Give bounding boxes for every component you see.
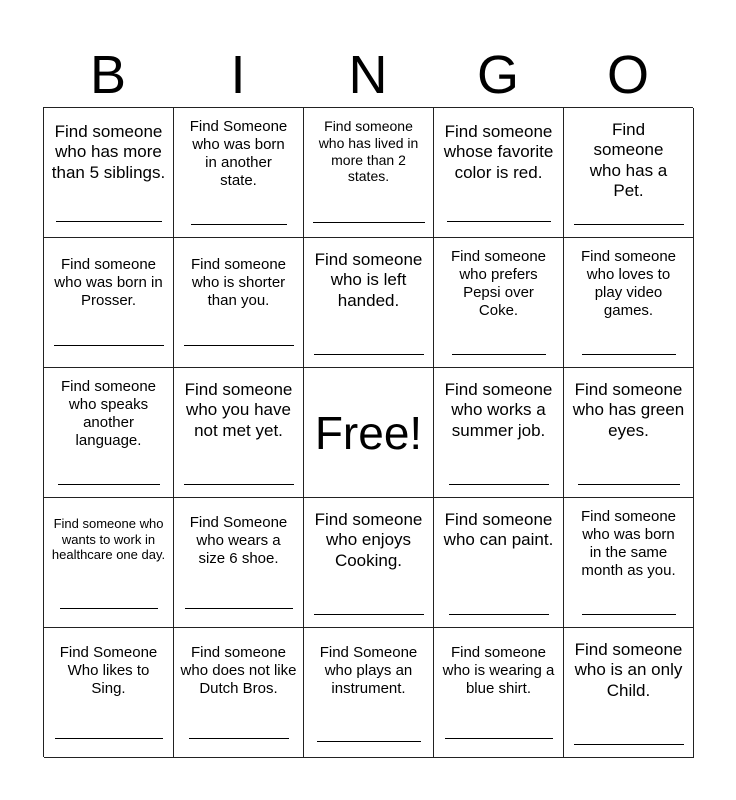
bingo-cell[interactable] (174, 628, 304, 758)
bingo-cell[interactable] (44, 628, 174, 758)
signature-line (56, 221, 162, 222)
cell-text: Find someone who is an only Child. (574, 640, 683, 700)
header-letter-b: B (89, 45, 127, 105)
cell-text: Find someone who enjoys Cooking. (314, 510, 423, 570)
signature-line (582, 354, 676, 355)
bingo-cell[interactable] (564, 498, 694, 628)
bingo-cell[interactable] (44, 108, 174, 238)
cell-text: Find someone who was born in the same month as you. (580, 508, 677, 579)
bingo-cell[interactable] (564, 628, 694, 758)
cell-text: Find someone who can paint. (443, 510, 554, 550)
bingo-cell[interactable] (564, 108, 694, 238)
cell-text: Find someone who has lived in more than 2 states. (318, 118, 419, 185)
cell-text: Find someone who has more than 5 siblings. (51, 122, 166, 182)
signature-line (313, 222, 425, 223)
bingo-cell[interactable] (564, 368, 694, 498)
cell-text: Find someone who prefers Pepsi over Coke. (450, 248, 547, 319)
signature-line (184, 484, 294, 485)
signature-line (452, 354, 546, 355)
signature-line (574, 224, 684, 225)
signature-line (60, 608, 158, 609)
signature-line (189, 738, 289, 739)
signature-line (445, 738, 553, 739)
bingo-grid (43, 107, 693, 757)
bingo-cell[interactable] (304, 238, 434, 368)
cell-text: Find Someone Who likes to Sing. (59, 644, 158, 697)
bingo-cell[interactable] (44, 368, 174, 498)
header-letter-o: O (606, 45, 649, 105)
cell-text: Find Someone who wears a size 6 shoe. (189, 514, 288, 567)
header-letter-i: I (230, 45, 246, 105)
cell-text: Find someone who is wearing a blue shirt. (442, 644, 555, 697)
cell-text: Find someone who is shorter than you. (190, 256, 287, 309)
bingo-cell[interactable] (174, 108, 304, 238)
cell-text: Find someone who you have not met yet. (184, 380, 293, 440)
signature-line (582, 614, 676, 615)
free-space[interactable] (304, 368, 434, 498)
cell-text: Find someone who is left handed. (314, 250, 423, 310)
bingo-cell[interactable] (44, 238, 174, 368)
header-letter-n: N (348, 45, 388, 105)
cell-text: Find someone who works a summer job. (444, 380, 553, 440)
bingo-header (43, 44, 693, 106)
signature-line (574, 744, 684, 745)
cell-text: Find someone who loves to play video games. (580, 248, 677, 319)
bingo-cell[interactable] (434, 628, 564, 758)
cell-text: Find Someone who was born in another state. (189, 118, 288, 189)
signature-line (55, 738, 163, 739)
bingo-cell[interactable] (434, 238, 564, 368)
signature-line (54, 345, 164, 346)
cell-text: Find someone who was born in Prosser. (54, 256, 163, 309)
bingo-cell[interactable] (564, 238, 694, 368)
bingo-cell[interactable] (304, 628, 434, 758)
free-space-label: Free! (314, 406, 423, 459)
cell-text: Find Someone who plays an instrument. (319, 644, 418, 697)
bingo-cell[interactable] (174, 368, 304, 498)
bingo-cell[interactable] (174, 238, 304, 368)
bingo-cell[interactable] (44, 498, 174, 628)
bingo-cell[interactable] (304, 108, 434, 238)
bingo-cell[interactable] (174, 498, 304, 628)
bingo-cell[interactable] (304, 498, 434, 628)
cell-text: Find someone who wants to work in healthcare one day. (51, 516, 166, 563)
signature-line (449, 484, 549, 485)
signature-line (184, 345, 294, 346)
signature-line (449, 614, 549, 615)
bingo-cell[interactable] (434, 108, 564, 238)
header-letter-g: G (476, 45, 519, 105)
cell-text: Find someone who has a Pet. (589, 120, 668, 201)
cell-text: Find someone who speaks another language. (60, 378, 157, 449)
signature-line (578, 484, 680, 485)
cell-text: Find someone whose favorite color is red. (443, 122, 554, 182)
signature-line (317, 741, 421, 742)
bingo-cell[interactable] (434, 498, 564, 628)
signature-line (191, 224, 287, 225)
signature-line (314, 614, 424, 615)
cell-text: Find someone who has green eyes. (572, 380, 685, 440)
cell-text: Find someone who does not like Dutch Bros. (180, 644, 297, 697)
signature-line (447, 221, 551, 222)
bingo-cell[interactable] (434, 368, 564, 498)
signature-line (314, 354, 424, 355)
signature-line (185, 608, 293, 609)
signature-line (58, 484, 160, 485)
